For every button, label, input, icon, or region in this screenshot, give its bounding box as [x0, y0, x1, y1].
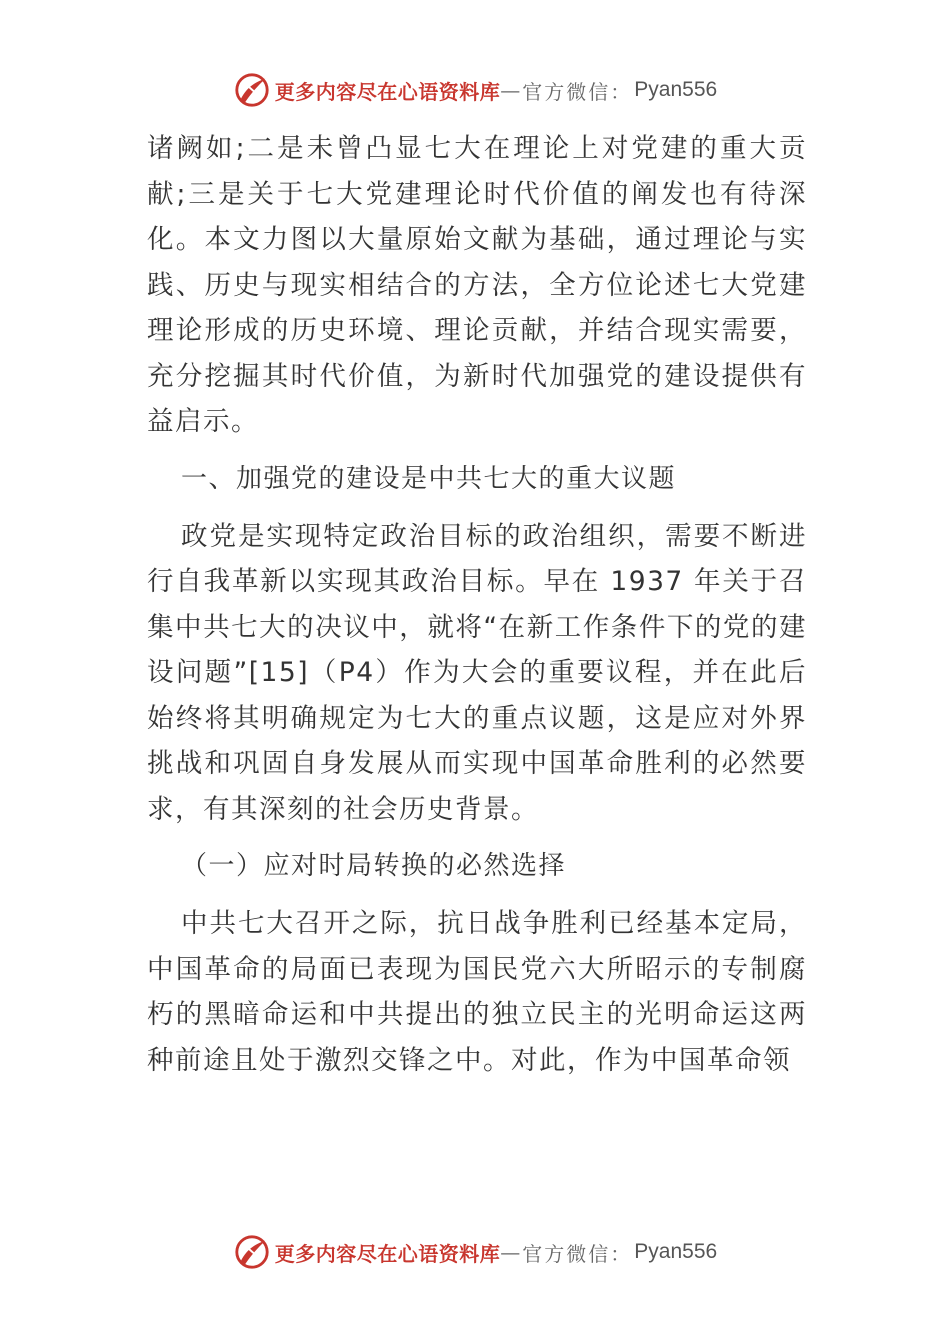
logo-icon: [233, 71, 271, 109]
logo-icon: [233, 1233, 271, 1271]
watermark-dash: —: [500, 78, 523, 102]
paragraph-3: 中共七大召开之际，抗日战争胜利已经基本定局，中国革命的局面已表现为国民党六大所昭示的专制腐朽的黑暗命运和中共提出的独立民主的光明命运这两种前途且处于激烈交锋之中。对此，作为中国革命领: [147, 908, 807, 1076]
paragraph-1: 诸阙如;二是未曾凸显七大在理论上对党建的重大贡献;三是关于七大党建理论时代价值的阐发也有待深化。本文力图以大量原始文献为基础，通过理论与实践、历史与现实相结合的方法，全方位论述七大党建理论形成的历史环境、理论贡献，并结合现实需要，充分挖掘其时代价值，为新时代加强党的建设提供有益启示。: [147, 133, 807, 437]
footer-watermark: [0, 1230, 950, 1274]
paragraph-2: 政党是实现特定政治目标的政治组织，需要不断进行自我革新以实现其政治目标。早在 1937 年关于召集中共七大的决议中，就将“在新工作条件下的党的建设问题”[15]（P4）作为大会的重要议程，并在此后始终将其明确规定为七大的重点议题，这是应对外界挑战和巩固自身发展从而实现中国革命胜利的必然要求，有其深刻的社会历史背景。: [147, 520, 807, 825]
header-watermark: [0, 68, 950, 112]
watermark-red-text: 更多内容尽在心语资料库: [274, 1241, 501, 1266]
watermark-id: Pyan556: [634, 1240, 718, 1263]
section-heading-1-1: （一）应对时局转换的必然选择: [181, 851, 567, 881]
watermark-red-text: 更多内容尽在心语资料库: [274, 79, 501, 104]
document-body: [147, 126, 807, 1083]
section-heading-1: 一、加强党的建设是中共七大的重大议题: [181, 463, 677, 494]
watermark-id: Pyan556: [634, 78, 718, 101]
watermark-dash: —: [500, 1240, 523, 1264]
watermark-wechat-label: 官方微信：: [522, 79, 633, 104]
watermark-wechat-label: 官方微信：: [522, 1241, 633, 1266]
